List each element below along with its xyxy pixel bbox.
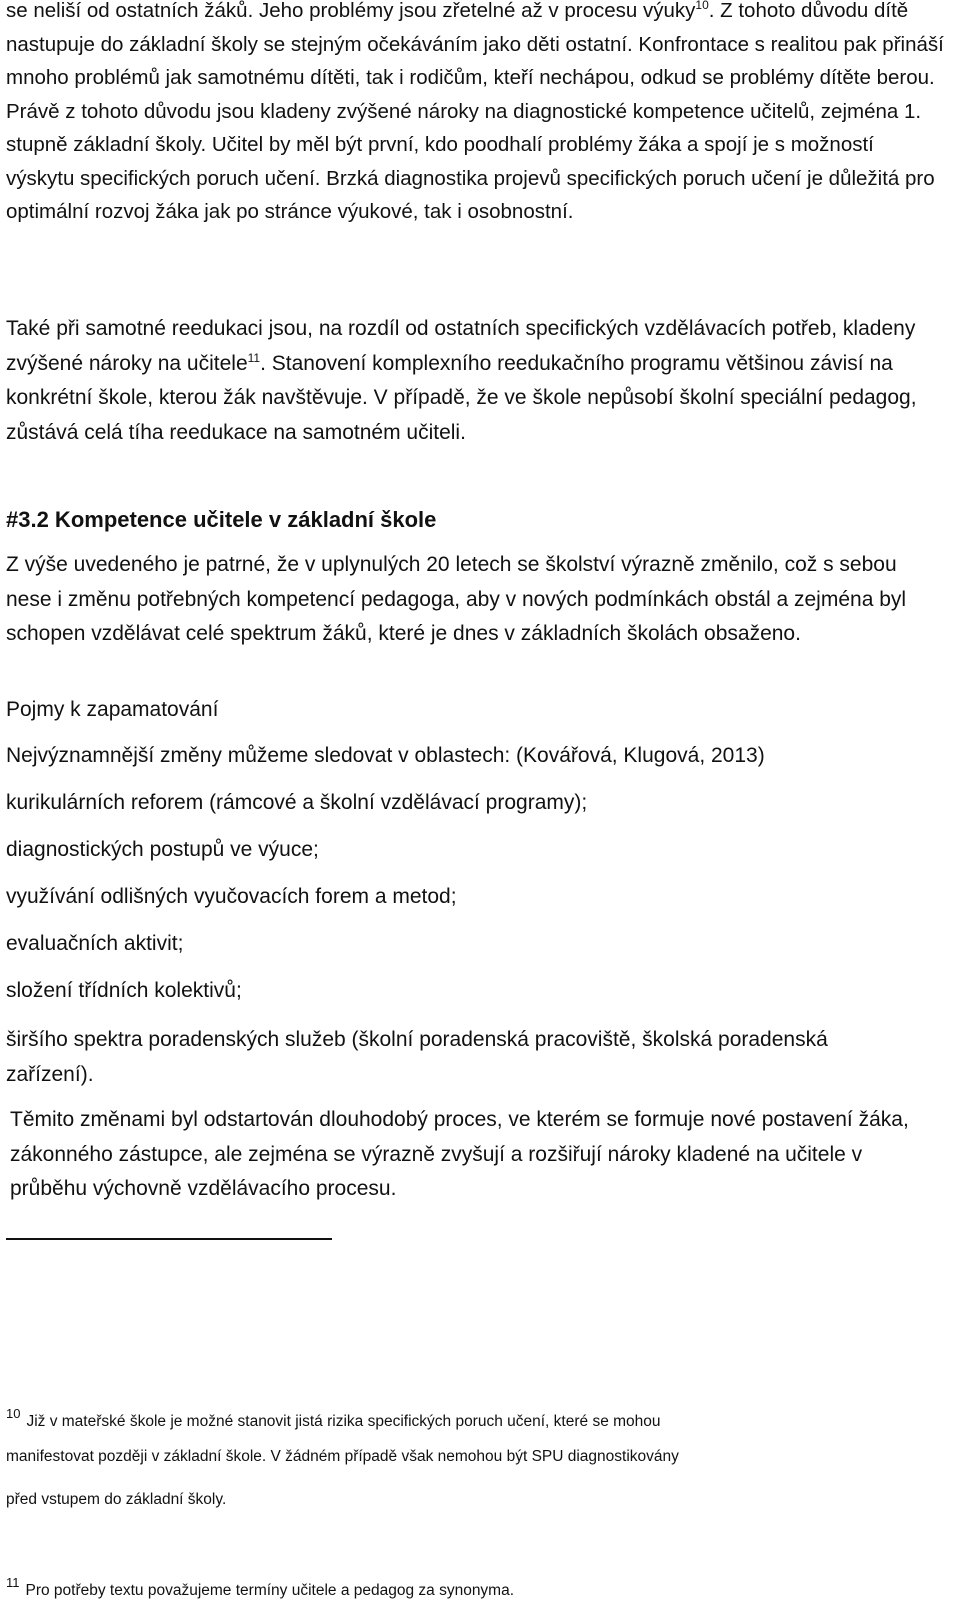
footnote-separator [6, 1238, 332, 1240]
footnote-number: 11 [6, 1575, 20, 1590]
paragraph-reeducation [6, 312, 946, 450]
footnote-ref-10[interactable]: 10 [695, 0, 709, 13]
paragraph-text: se neliší od ostatních žáků. Jeho problémy jsou zřetelné až v procesu výuky [6, 0, 696, 22]
paragraph-text: . Z tohoto důvodu dítě nastupuje do základní školy se stejným očekáváním jako děti ostatní. Konfrontace s realitou pak přináší mnoho problémů jak samotnému dítěti, tak i rodičům, kteří nechápou, odkud se problémy dítěte berou. Právě z tohoto důvodu jsou kladeny zvýšené nároky na diagnostické kompetence učitelů, zejména 1. stupně základní školy. Učitel by měl být první, kdo poodhalí problémy žáka a spojí je s možností výskytu specifických poruch učení. Brzká diagnostika projevů specifických poruch učení je důležitá pro optimální rozvoj žáka jak po stránce výukové, tak i osobnostní. [6, 0, 944, 223]
footnote-text: manifestovat později v základní škole. V žádném případě však nemohou být SPU diagnostikovány [6, 1448, 679, 1465]
footnote-11 [6, 1564, 946, 1602]
footnote-text: Již v mateřské škole je možné stanovit jistá rizika specifických poruch učení, které se mohou [26, 1413, 661, 1430]
list-item: evaluačních aktivit; [6, 932, 184, 955]
list-item: složení třídních kolektivů; [6, 979, 242, 1002]
footnote-text: Pro potřeby textu považujeme termíny učitele a pedagog za synonyma. [25, 1582, 515, 1599]
paragraph-spu-diagnostics [6, 0, 946, 229]
changes-intro: Nejvýznamnější změny můžeme sledovat v oblastech: (Kovářová, Klugová, 2013) [6, 744, 765, 767]
list-item: využívání odlišných vyučovacích forem a metod; [6, 885, 457, 908]
footnote-10 [6, 1392, 946, 1521]
section-heading: #3.2 Kompetence učitele v základní škole [6, 507, 437, 532]
paragraph-competences: Z výše uvedeného je patrné, že v uplynulých 20 letech se školství výrazně změnilo, což s sebou nese i změnu potřebných kompetencí pedagoga, aby v nových podmínkách obstál a zejména byl schopen vzdělávat celé spektrum žáků, které je dnes v základních školách obsaženo. [6, 553, 907, 645]
footnote-number: 10 [6, 1406, 21, 1421]
list-item: kurikulárních reforem (rámcové a školní vzdělávací programy); [6, 791, 588, 814]
paragraph-text: . Stanovení komplexního reedukačního programu většinou závisí na konkrétní škole, kterou žák navštěvuje. V případě, že ve škole nepůsobí školní speciální pedagog, zůstává celá tíha reedukace na samotném učiteli. [6, 351, 917, 444]
footnote-ref-11[interactable]: 11 [247, 350, 261, 365]
list-item: diagnostických postupů ve výuce; [6, 838, 319, 861]
paragraph-text: Také při samotné reedukaci jsou, na rozdíl od ostatních specifických vzdělávacích potřeb, kladeny zvýšené nároky na učitele [6, 317, 916, 375]
closing-paragraph: Těmito změnami byl odstartován dlouhodobý proces, ve kterém se formuje nové postavení žáka, zákonného zástupce, ale zejména se výrazně zvyšují a rozšiřují nároky kladené na učitele v průběhu výchovně vzdělávacího procesu. [10, 1108, 909, 1200]
list-item: širšího spektra poradenských služeb (školní poradenská pracoviště, školská poradenská zařízení). [6, 1028, 828, 1086]
footnote-text: před vstupem do základní školy. [6, 1491, 227, 1508]
pojmy-label: Pojmy k zapamatování [6, 698, 219, 721]
